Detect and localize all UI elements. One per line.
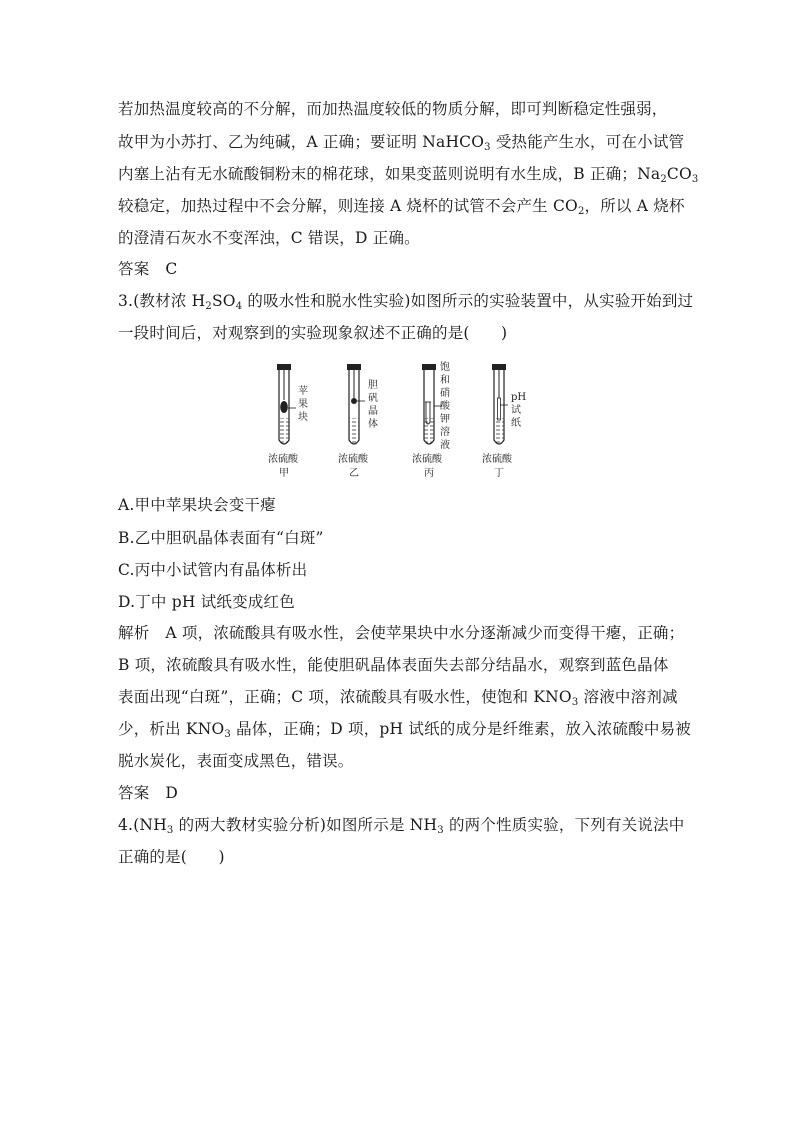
- tube-bing-label-7: 液: [440, 440, 450, 451]
- tube-jia-name: 甲: [279, 468, 289, 479]
- tube-bing: [422, 364, 442, 444]
- tube-jia-label-1: 苹: [298, 386, 308, 397]
- tube-bing-label-2: 和: [440, 375, 450, 386]
- tube-ding-label-2: 试: [511, 405, 521, 416]
- tube-jia-label-3: 块: [298, 412, 308, 423]
- paragraph-line: 若加热温度较高的不分解，而加热温度较低的物质分解，即可判断稳定性强弱，: [118, 100, 668, 118]
- answer-value: C: [165, 260, 178, 278]
- option-d: D.丁中 pH 试纸变成红色: [118, 593, 295, 611]
- tube-bing-bottom-label: 浓硫酸: [412, 454, 442, 465]
- analysis-label: 解析: [118, 624, 150, 642]
- question-3-line: 3.(教材浓 $H_2SO_4$ 的吸水性和脱水性实验)如图所示的实验装置中，从实验开始到过: [118, 292, 694, 312]
- paragraph-line: 的澄清石灰水不变浑浊，C 错误，D 正确。: [118, 229, 420, 247]
- analysis-line: 少，析出 $KNO_3$ 晶体，正确；D 项，pH 试纸的成分是纤维素，放入浓硫酸中易被: [118, 720, 692, 740]
- question-4-line: 正确的是( ): [118, 848, 225, 866]
- tube-yi-label-4: 体: [368, 419, 378, 430]
- option-c: C.丙中小试管内有晶体析出: [118, 561, 308, 579]
- answer-value: D: [165, 784, 179, 802]
- tube-yi: [347, 364, 365, 444]
- question-4-line: $4.(NH_3$ 的两大教材实验分析)如图所示是 $NH_3$ 的两个性质实验，下列有关说法中: [118, 816, 685, 836]
- question-3-line: 一段时间后，对观察到的实验现象叙述不正确的是( ): [118, 324, 508, 342]
- option-b: B.乙中胆矾晶体表面有“白斑”: [118, 529, 324, 547]
- option-a: A.甲中苹果块会变干瘪: [118, 496, 276, 514]
- tube-yi-label-3: 晶: [368, 406, 378, 417]
- test-tube-diagram: [262, 360, 532, 482]
- analysis-line: 表面出现“白斑”，正确；C 项，浓硫酸具有吸水性，使饱和 $KNO_3$ 溶液中溶剂减: [118, 688, 678, 708]
- analysis-line: 解析 A 项，浓硫酸具有吸水性，会使苹果块中水分逐渐减少而变得干瘪，正确；: [118, 624, 685, 642]
- paragraph-line: 内塞上沾有无水硫酸铜粉末的棉花球，如果变蓝则说明有水生成，B 正确；$Na_2CO_3$: [118, 165, 699, 185]
- tube-yi-label-2: 矾: [368, 393, 378, 404]
- paragraph-line: 较稳定，加热过程中不会分解，则连接 A 烧杯的试管不会产生 $CO_2$，所以 A 烧杯: [118, 197, 685, 217]
- answer-label: 答案: [118, 260, 150, 278]
- tube-bing-label-3: 硝: [440, 388, 450, 399]
- tube-bing-label-6: 溶: [440, 427, 450, 438]
- tube-jia-label-2: 果: [298, 399, 308, 410]
- tube-yi-label-1: 胆: [368, 380, 378, 391]
- test-tube-figure: [262, 360, 532, 482]
- paragraph-line: 故甲为小苏打、乙为纯碱，A 正确；要证明 NaHCO$_3$ 受热能产生水，可在小试管: [118, 133, 685, 153]
- tube-ding: [492, 364, 508, 444]
- tube-ding-bottom-label: 浓硫酸: [482, 454, 512, 465]
- tube-jia: [277, 364, 296, 444]
- crystal-icon: [351, 398, 357, 404]
- analysis-line: 脱水炭化，表面变成黑色，错误。: [118, 752, 354, 770]
- apple-block-icon: [280, 401, 288, 413]
- answer-line: [118, 258, 177, 280]
- tube-bing-name: 丙: [424, 468, 434, 479]
- tube-bing-label-4: 酸: [440, 401, 450, 412]
- tube-bing-label-5: 钾: [440, 414, 450, 425]
- tube-jia-bottom-label: 浓硫酸: [268, 454, 298, 465]
- tube-bing-label-1: 饱: [440, 362, 450, 373]
- analysis-line: B 项，浓硫酸具有吸水性，能使胆矾晶体表面失去部分结晶水，观察到蓝色晶体: [118, 656, 669, 674]
- tube-ding-label-1: pH: [511, 392, 527, 403]
- answer-label: 答案: [118, 784, 150, 802]
- tube-yi-bottom-label: 浓硫酸: [338, 454, 368, 465]
- ph-paper-icon: [498, 398, 501, 420]
- tube-ding-name: 丁: [494, 468, 504, 479]
- tube-ding-label-3: 纸: [511, 418, 521, 429]
- tube-yi-name: 乙: [349, 468, 359, 479]
- answer-line: [118, 782, 178, 804]
